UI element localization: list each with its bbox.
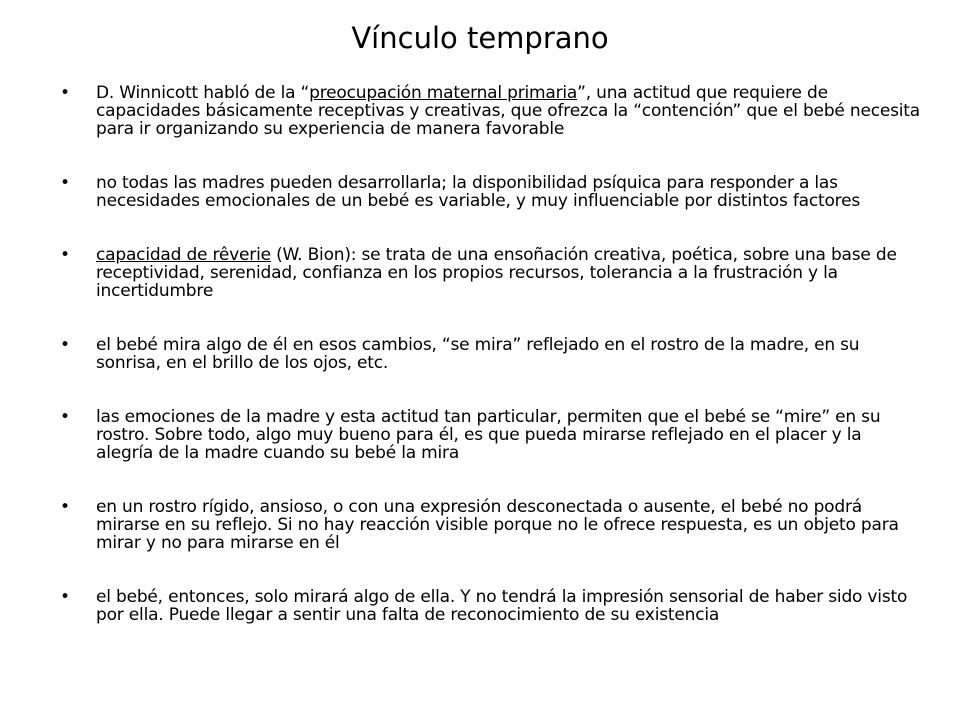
bullet-text: las emociones de la madre y esta actitud tan particular, permiten que el bebé se “mire” en su rostro. Sobre todo, algo muy bueno para él, es que pueda mirarse reflejado en el placer y la alegría de la madre cuando su bebé la mira [96,407,881,463]
bullet-dot: • [60,407,70,427]
bullet-dot: • [60,173,70,193]
bullet-item-emociones [60,408,920,462]
bullet-dot: • [60,497,70,517]
bullet-text-after: ”, una actitud que requiere de capacidades básicamente receptivas y creativas, que ofrezca la “contención” que el bebé necesita para ir organizando su experiencia de manera favorable [96,83,920,139]
bullet-dot: • [60,335,70,355]
bullet-text: en un rostro rígido, ansioso, o con una expresión desconectada o ausente, el bebé no podrá mirarse en su reflejo. Si no hay reacción visible porque no le ofrece respuesta, es un objeto para mirar y no para mirarse en él [96,497,899,553]
bullet-dot: • [60,245,70,265]
bullet-text-before: D. Winnicott habló de la “ [96,83,310,103]
bullet-item-se-mira [60,336,920,372]
bullet-dot: • [60,83,70,103]
bullet-item-disponibilidad [60,174,920,210]
bullet-item-rostro-rigido [60,498,920,552]
underlined-term-reverie: capacidad de rêverie [96,245,271,265]
bullet-text-after: (W. Bion): se trata de una ensoñación creativa, poética, sobre una base de receptividad, serenidad, confianza en los propios recursos, tolerancia a la frustración y la incertidumbre [96,245,897,301]
slide-title: Vínculo temprano [351,21,609,55]
bullet-text: el bebé mira algo de él en esos cambios, “se mira” reflejado en el rostro de la madre, en su sonrisa, en el brillo de los ojos, etc. [96,335,860,373]
bullet-item-reconocimiento [60,588,920,624]
underlined-term-preocupacion: preocupación maternal primaria [309,83,578,103]
bullet-dot: • [60,587,70,607]
bullet-text: el bebé, entonces, solo mirará algo de ella. Y no tendrá la impresión sensorial de haber sido visto por ella. Puede llegar a sentir una falta de reconocimiento de su existencia [96,587,908,625]
bullet-list [60,84,920,624]
bullet-text: no todas las madres pueden desarrollarla; la disponibilidad psíquica para responder a las necesidades emocionales de un bebé es variable, y muy influenciable por distintos factores [96,173,861,211]
bullet-item-reverie [60,246,920,300]
bullet-item-winnicott [60,84,920,138]
